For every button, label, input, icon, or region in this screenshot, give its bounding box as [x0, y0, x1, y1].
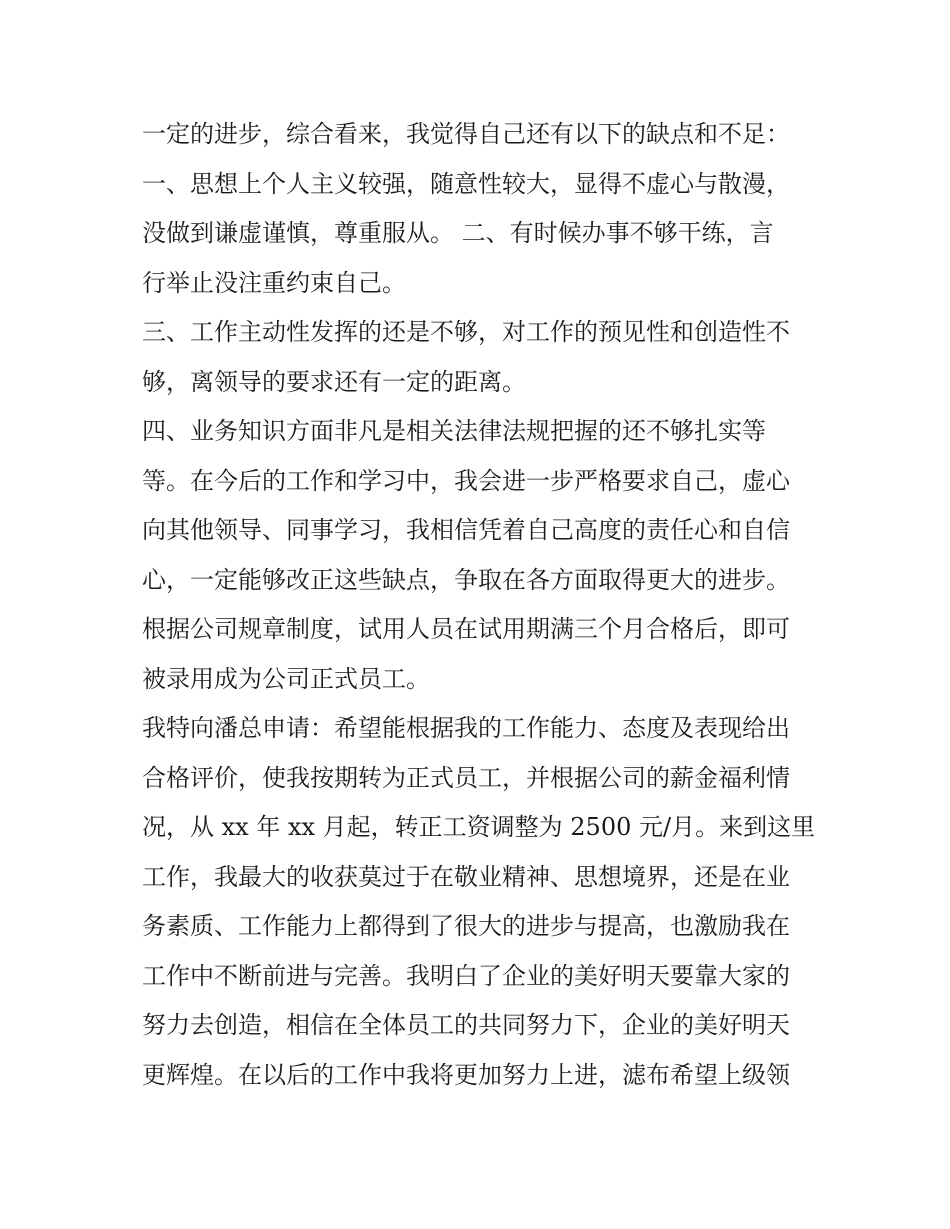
text-line: 向其他领导、同事学习，我相信凭着自己高度的责任心和自信	[142, 516, 790, 544]
text-line: 我特向潘总申请：希望能根据我的工作能力、态度及表现给出	[142, 714, 790, 742]
text-line: 够，离领导的要求还有一定的距离。	[142, 367, 526, 396]
text-line: 没做到谦虚谨慎，尊重服从。 二、有时候办事不够干练，言	[142, 219, 774, 247]
text-line: 合格评价，使我按期转为正式员工，并根据公司的薪金福利情	[142, 763, 790, 792]
text-line: 心，一定能够改正这些缺点，争取在各方面取得更大的进步。	[142, 565, 790, 594]
text-line: 务素质、工作能力上都得到了很大的进步与提高，也激励我在	[142, 912, 790, 940]
text-line: 更辉煌。在以后的工作中我将更加努力上进，滤布希望上级领	[142, 1060, 790, 1089]
text-line: 工作中不断前进与完善。我明白了企业的美好明天要靠大家的	[142, 961, 790, 990]
text-line: 等。在今后的工作和学习中，我会进一步严格要求自己，虚心	[142, 466, 790, 495]
text-line: 被录用成为公司正式员工。	[142, 664, 430, 693]
text-line: 行举止没注重约束自己。	[142, 268, 406, 297]
text-line: 一、思想上个人主义较强，随意性较大，显得不虚心与散漫，	[142, 169, 790, 198]
text-line: 努力去创造，相信在全体员工的共同努力下，企业的美好明天	[142, 1011, 790, 1039]
text-line: 一定的进步，综合看来，我觉得自己还有以下的缺点和不足：	[142, 120, 790, 148]
text-line: 四、业务知识方面非凡是相关法律法规把握的还不够扎实等	[142, 417, 766, 445]
text-line: 根据公司规章制度，试用人员在试用期满三个月合格后，即可	[142, 615, 790, 643]
text-line: 三、工作主动性发挥的还是不够，对工作的预见性和创造性不	[142, 318, 790, 346]
text-line: 工作，我最大的收获莫过于在敬业精神、思想境界，还是在业	[142, 862, 790, 891]
text-line: 况，从 xx 年 xx 月起，转正工资调整为 2500 元/月。来到这里	[142, 813, 816, 841]
body-text	[142, 110, 822, 1100]
